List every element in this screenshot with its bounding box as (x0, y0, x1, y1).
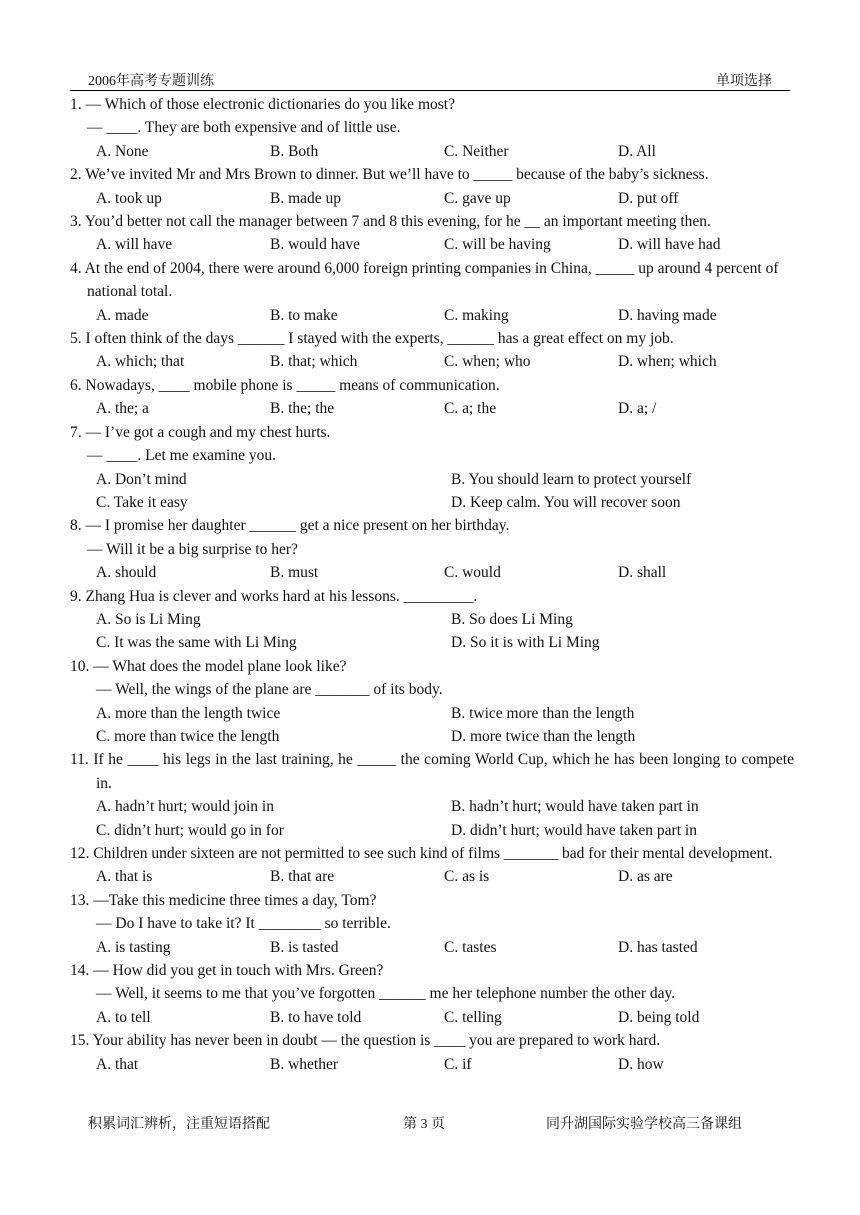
answer-option: B. Both (270, 142, 319, 160)
options-row (70, 561, 794, 584)
question-11 (70, 748, 794, 842)
answer-option: A. should (96, 564, 157, 582)
answer-option: B. would have (270, 236, 360, 254)
question-dialogue-line: — Will it be a big surprise to her? (87, 540, 298, 558)
answer-option: B. that; which (270, 353, 358, 371)
header-section: 单项选择 (716, 74, 772, 89)
answer-option: D. how (618, 1055, 664, 1073)
options-row (70, 1053, 794, 1076)
answer-option: A. is tasting (96, 938, 171, 956)
options-row (70, 397, 794, 420)
question-5 (70, 327, 794, 374)
answer-option: C. a; the (444, 400, 497, 418)
options-row (70, 702, 794, 725)
question-1 (70, 93, 794, 163)
question-stem: 5. I often think of the days ______ I stayed with the experts, ______ has a great effect on my job. (70, 330, 674, 348)
question-dialogue-line: — ____. Let me examine you. (87, 447, 276, 465)
answer-option: A. will have (96, 236, 173, 254)
question-10 (70, 655, 794, 749)
answer-option: A. Don’t mind (96, 470, 187, 488)
question-stem: 8. — I promise her daughter ______ get a nice present on her birthday. (70, 517, 510, 535)
question-dialogue-line: — Well, the wings of the plane are _______ of its body. (96, 681, 443, 699)
answer-option: B. made up (270, 189, 342, 207)
footer-school: 同升湖国际实验学校高三备课组 (546, 1117, 742, 1132)
answer-option: D. being told (618, 1008, 700, 1026)
options-row (70, 491, 794, 514)
answer-option: A. hadn’t hurt; would join in (96, 798, 274, 816)
answer-option: B. to have told (270, 1008, 362, 1026)
question-8 (70, 514, 794, 584)
answer-option: D. Keep calm. You will recover soon (451, 493, 681, 511)
options-row (70, 233, 794, 256)
question-stem: 4. At the end of 2004, there were around 6,000 foreign printing companies in China, _____ up around 4 percent of national total. (70, 259, 779, 301)
question-stem: 2. We’ve invited Mr and Mrs Brown to dinner. But we’ll have to _____ because of the baby’s sickness. (70, 166, 709, 184)
answer-option: D. shall (618, 564, 667, 582)
answer-option: B. So does Li Ming (451, 610, 573, 628)
answer-option: A. made (96, 306, 149, 324)
question-dialogue-line: — Do I have to take it? It ________ so terrible. (96, 915, 391, 933)
answer-option: B. must (270, 564, 319, 582)
question-dialogue-line: — ____. They are both expensive and of little use. (87, 119, 401, 137)
answer-option: B. You should learn to protect yourself (451, 470, 692, 488)
question-stem: 10. — What does the model plane look like? (70, 657, 347, 675)
answer-option: C. when; who (444, 353, 531, 371)
options-row (70, 795, 794, 818)
question-2 (70, 163, 794, 210)
answer-option: D. has tasted (618, 938, 698, 956)
answer-option: C. making (444, 306, 509, 324)
answer-option: A. to tell (96, 1008, 151, 1026)
answer-option: B. hadn’t hurt; would have taken part in (451, 798, 699, 816)
answer-option: D. will have had (618, 236, 721, 254)
answer-option: A. took up (96, 189, 162, 207)
answer-option: C. if (444, 1055, 472, 1073)
options-row (70, 631, 794, 654)
question-14 (70, 959, 794, 1029)
options-row (70, 468, 794, 491)
question-stem: 3. You’d better not call the manager between 7 and 8 this evening, for he __ an important meeting then. (70, 213, 711, 231)
answer-option: D. when; which (618, 353, 717, 371)
answer-option: D. So it is with Li Ming (451, 634, 600, 652)
question-stem: 9. Zhang Hua is clever and works hard at his lessons. _________. (70, 587, 478, 605)
options-row (70, 936, 794, 959)
answer-option: D. as are (618, 868, 673, 886)
question-stem: 11. If he ____ his legs in the last training, he _____ the coming World Cup, which he has been longing to compete in. (70, 751, 794, 792)
answer-option: B. whether (270, 1055, 339, 1073)
answer-option: C. as is (444, 868, 490, 886)
page-header (70, 68, 790, 91)
footer-tip: 积累词汇辨析，注重短语搭配 (88, 1117, 270, 1132)
page-footer (0, 1113, 860, 1135)
question-15 (70, 1029, 794, 1076)
question-4 (70, 257, 794, 327)
question-stem: 14. — How did you get in touch with Mrs. Green? (70, 962, 384, 980)
options-row (70, 1006, 794, 1029)
answer-option: A. the; a (96, 400, 149, 418)
options-row (70, 608, 794, 631)
answer-option: D. put off (618, 189, 679, 207)
question-stem: 12. Children under sixteen are not permitted to see such kind of films _______ bad for their mental development. (70, 845, 773, 862)
options-row (70, 187, 794, 210)
answer-option: A. So is Li Ming (96, 610, 201, 628)
question-3 (70, 210, 794, 257)
options-row (70, 350, 794, 373)
question-stem: 7. — I’ve got a cough and my chest hurts. (70, 423, 331, 441)
answer-option: D. more twice than the length (451, 727, 636, 745)
answer-option: B. is tasted (270, 938, 339, 956)
question-6 (70, 374, 794, 421)
answer-option: A. that is (96, 868, 153, 886)
page-number: 第 3 页 (403, 1117, 445, 1132)
answer-option: A. None (96, 142, 149, 160)
answer-option: C. didn’t hurt; would go in for (96, 821, 284, 839)
question-stem: 15. Your ability has never been in doubt — the question is ____ you are prepared to work hard. (70, 1032, 661, 1050)
answer-option: C. Take it easy (96, 493, 188, 511)
question-stem: 6. Nowadays, ____ mobile phone is _____ means of communication. (70, 376, 500, 394)
answer-option: B. the; the (270, 400, 335, 418)
answer-option: B. twice more than the length (451, 704, 635, 722)
question-7 (70, 421, 794, 515)
question-9 (70, 585, 794, 655)
answer-option: C. tastes (444, 938, 497, 956)
question-12 (70, 842, 794, 889)
answer-option: D. All (618, 142, 656, 160)
options-row (70, 819, 794, 842)
options-row (70, 725, 794, 748)
question-stem: 13. —Take this medicine three times a day, Tom? (70, 891, 377, 909)
question-list (70, 93, 794, 1076)
answer-option: A. more than the length twice (96, 704, 281, 722)
answer-option: C. more than twice the length (96, 727, 280, 745)
answer-option: A. which; that (96, 353, 185, 371)
answer-option: D. a; / (618, 400, 657, 418)
question-dialogue-line: — Well, it seems to me that you’ve forgotten ______ me her telephone number the other day. (96, 985, 676, 1003)
options-row (70, 140, 794, 163)
answer-option: C. will be having (444, 236, 551, 254)
answer-option: C. would (444, 564, 501, 582)
question-13 (70, 889, 794, 959)
options-row (70, 304, 794, 327)
answer-option: C. Neither (444, 142, 509, 160)
answer-option: A. that (96, 1055, 139, 1073)
options-row (70, 865, 794, 888)
answer-option: D. having made (618, 306, 717, 324)
answer-option: C. It was the same with Li Ming (96, 634, 297, 652)
answer-option: B. that are (270, 868, 335, 886)
header-title: 2006年高考专题训练 (88, 74, 214, 89)
answer-option: C. gave up (444, 189, 511, 207)
question-stem: 1. — Which of those electronic dictionaries do you like most? (70, 96, 455, 113)
answer-option: D. didn’t hurt; would have taken part in (451, 821, 697, 839)
answer-option: B. to make (270, 306, 338, 324)
answer-option: C. telling (444, 1008, 502, 1026)
